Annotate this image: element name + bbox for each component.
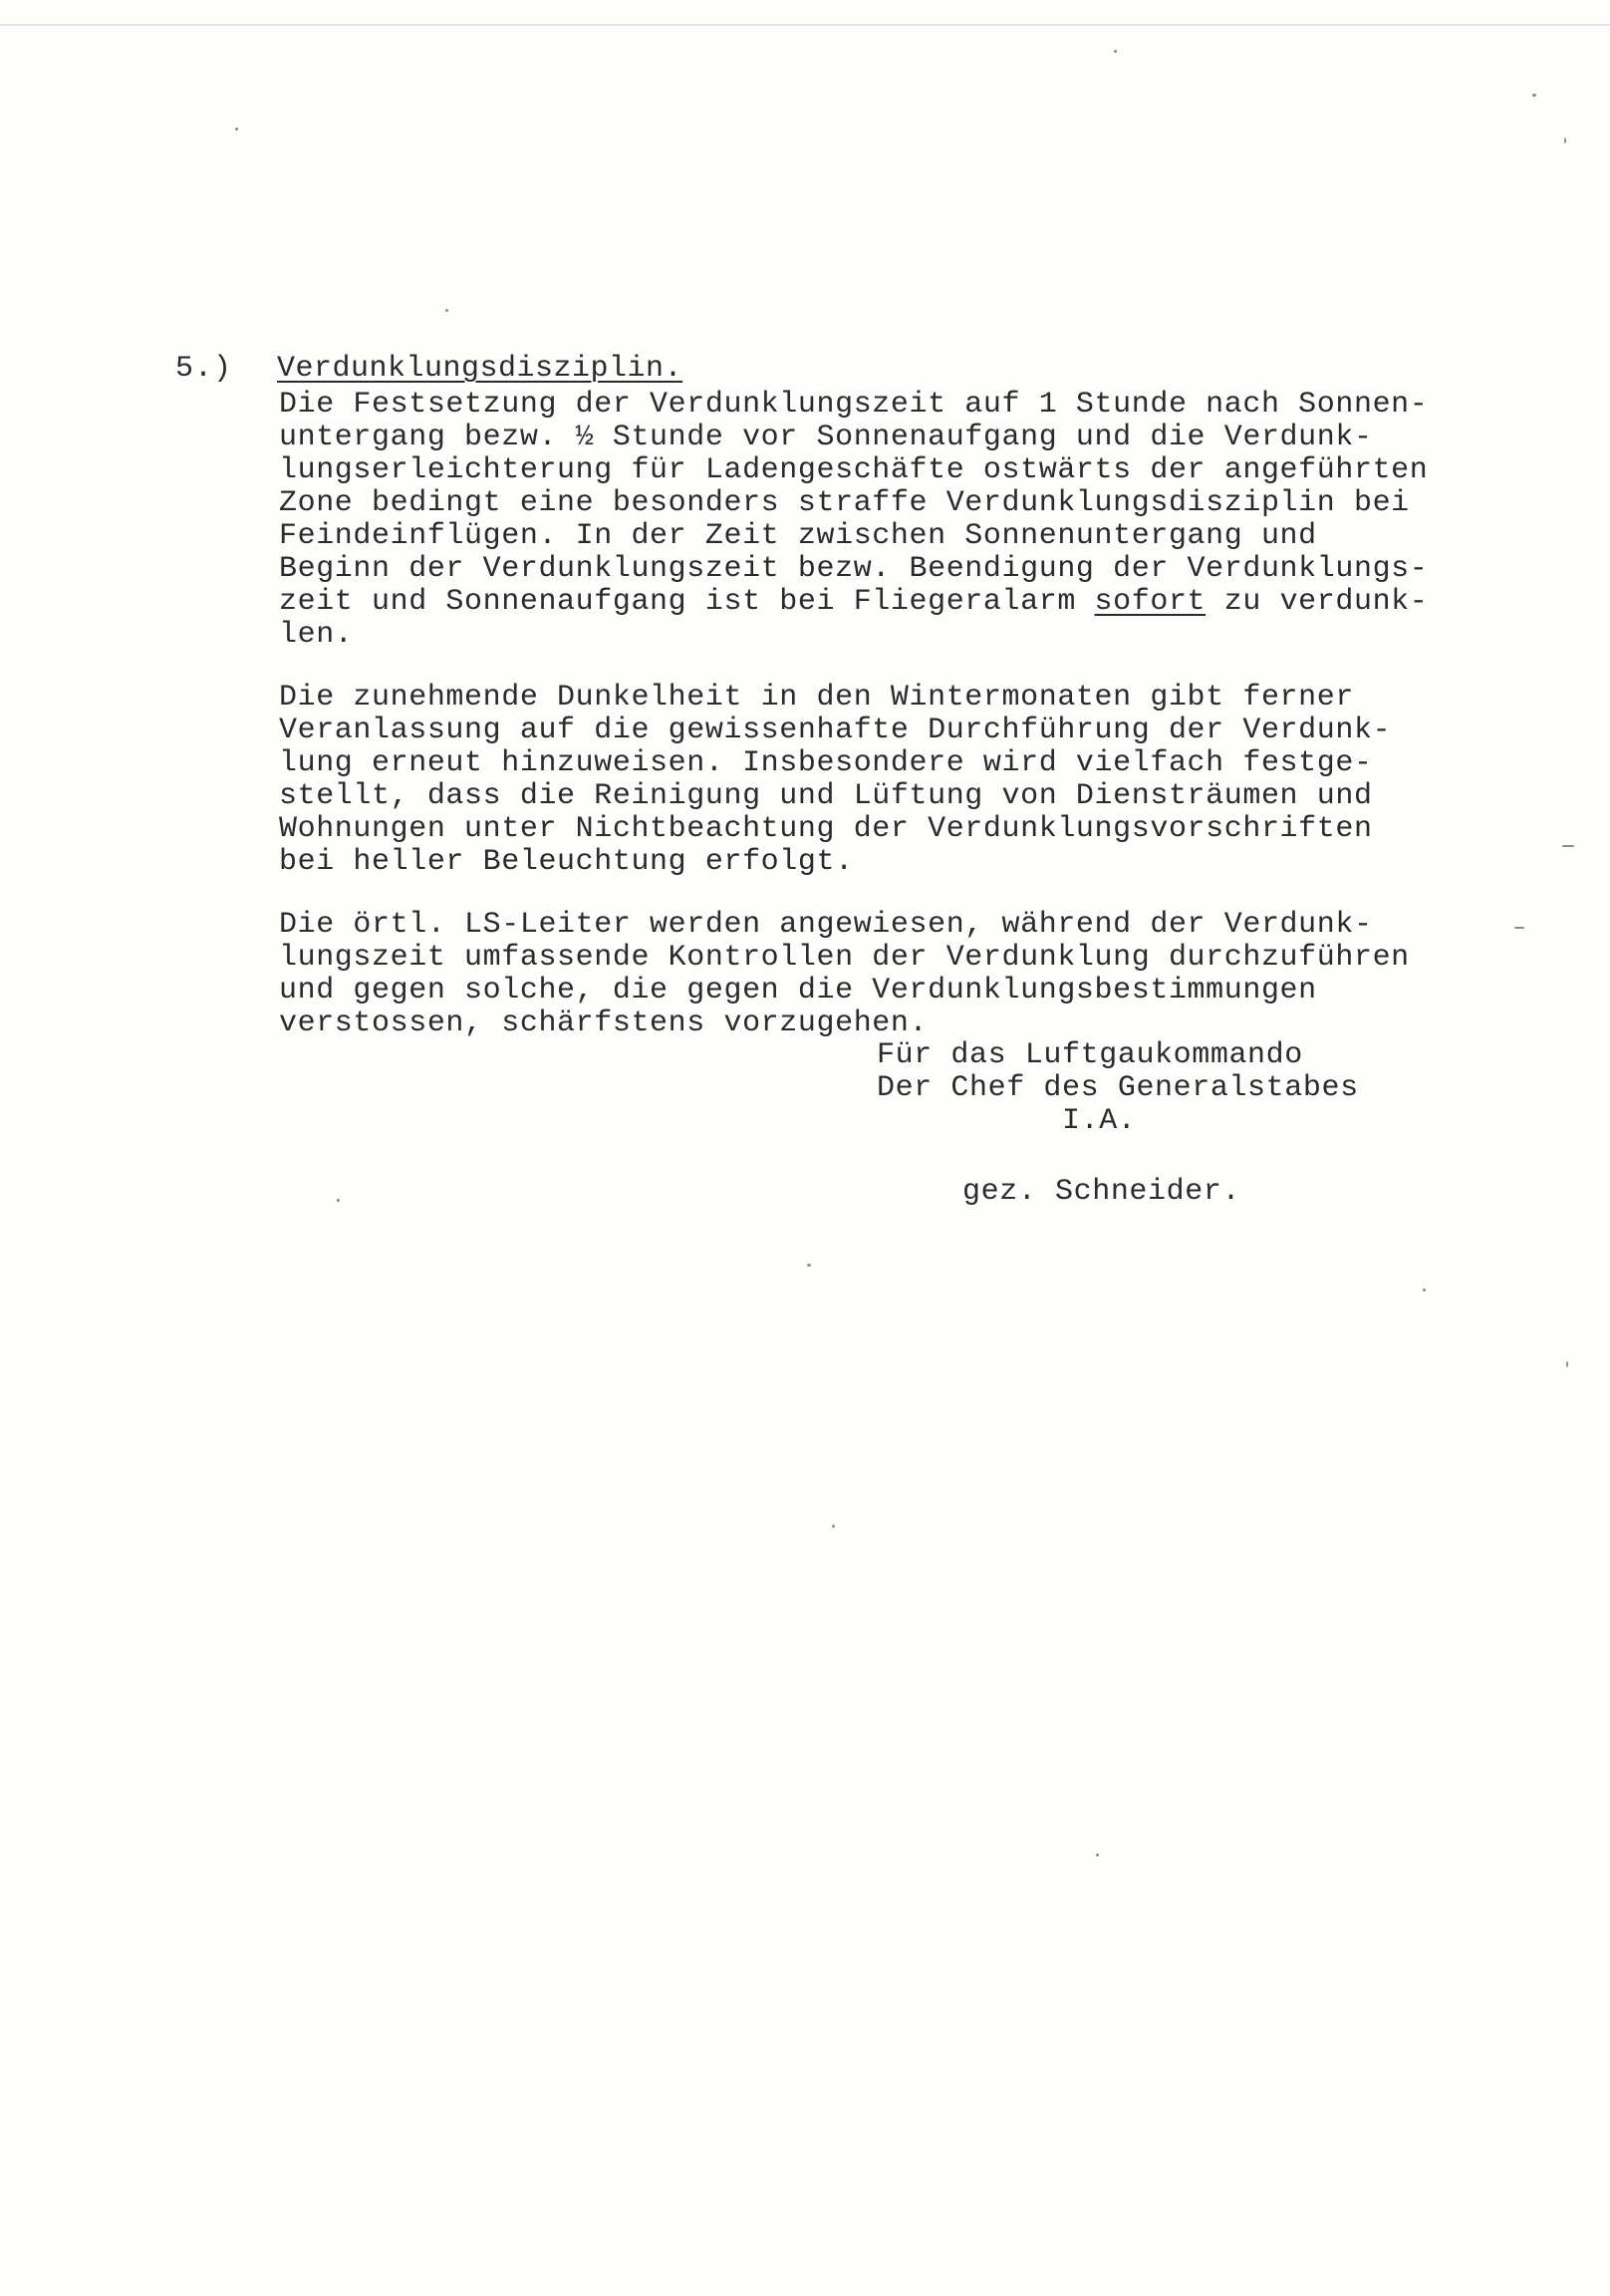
section-title: Verdunklungsdisziplin. — [277, 352, 683, 386]
scan-speck — [445, 309, 448, 312]
scan-speck — [1564, 138, 1566, 144]
signature-line-2: Der Chef des Generalstabes — [877, 1071, 1359, 1105]
signature-signed: gez. Schneider. — [962, 1175, 1241, 1209]
text-line: Feindeinflügen. In der Zeit zwischen Sonnenuntergang und — [279, 519, 1317, 553]
text-line: Die Festsetzung der Verdunklungszeit auf 1 Stunde nach Sonnen- — [279, 388, 1429, 422]
scan-speck — [807, 1264, 811, 1267]
emphasis-sofort: sofort — [1094, 585, 1207, 619]
text-line: Die zunehmende Dunkelheit in den Wintermonaten gibt ferner — [279, 681, 1354, 715]
text-line: Beginn der Verdunklungszeit bezw. Beendigung der Verdunklungs- — [279, 552, 1429, 586]
section-number: 5.) — [175, 352, 233, 386]
text-line: Veranlassung auf die gewissenhafte Durchführung der Verdunk- — [279, 714, 1392, 747]
section-body — [279, 389, 1564, 1070]
paragraph-1 — [279, 389, 1564, 652]
text-line: lungszeit umfassende Kontrollen der Verdunklung durchzuführen — [279, 941, 1410, 975]
text-line — [279, 586, 1564, 619]
scan-speck — [1096, 1854, 1099, 1857]
text-line: stellt, dass die Reinigung und Lüftung von Diensträumen und — [279, 779, 1373, 813]
scan-speck — [337, 1199, 340, 1202]
signature-block — [877, 1039, 1475, 1209]
signature-ia: I.A. — [1062, 1104, 1137, 1138]
signature-line-1: Für das Luftgaukommando — [877, 1038, 1303, 1072]
text-line: len. — [279, 618, 354, 652]
scan-edge — [0, 24, 1610, 26]
paragraph-2 — [279, 682, 1564, 879]
scan-speck — [832, 1525, 835, 1528]
text-fragment: zu verdunk- — [1206, 585, 1429, 619]
scan-speck — [1532, 94, 1536, 97]
text-fragment: zeit und Sonnenaufgang ist bei Fliegeralarm — [279, 585, 1095, 619]
scan-speck — [235, 128, 238, 131]
scan-speck — [1423, 1289, 1426, 1292]
text-line: und gegen solche, die gegen die Verdunklungsbestimmungen — [279, 974, 1317, 1007]
text-line: Wohnungen unter Nichtbeachtung der Verdunklungsvorschriften — [279, 812, 1373, 846]
text-line: bei heller Beleuchtung erfolgt. — [279, 845, 854, 879]
scan-speck — [1566, 1361, 1568, 1367]
paragraph-3 — [279, 909, 1564, 1040]
text-line: verstossen, schärfstens vorzugehen. — [279, 1006, 929, 1040]
scan-speck — [1114, 50, 1117, 53]
text-line: lungserleichterung für Ladengeschäfte ostwärts der angeführten — [279, 453, 1429, 487]
text-line: Zone bedingt eine besonders straffe Verdunklungsdisziplin bei — [279, 486, 1410, 520]
text-line: lung erneut hinzuweisen. Insbesondere wird vielfach festge- — [279, 746, 1373, 780]
text-line: Die örtl. LS-Leiter werden angewiesen, während der Verdunk- — [279, 908, 1373, 942]
text-line: untergang bezw. ½ Stunde vor Sonnenaufgang und die Verdunk- — [279, 421, 1373, 454]
